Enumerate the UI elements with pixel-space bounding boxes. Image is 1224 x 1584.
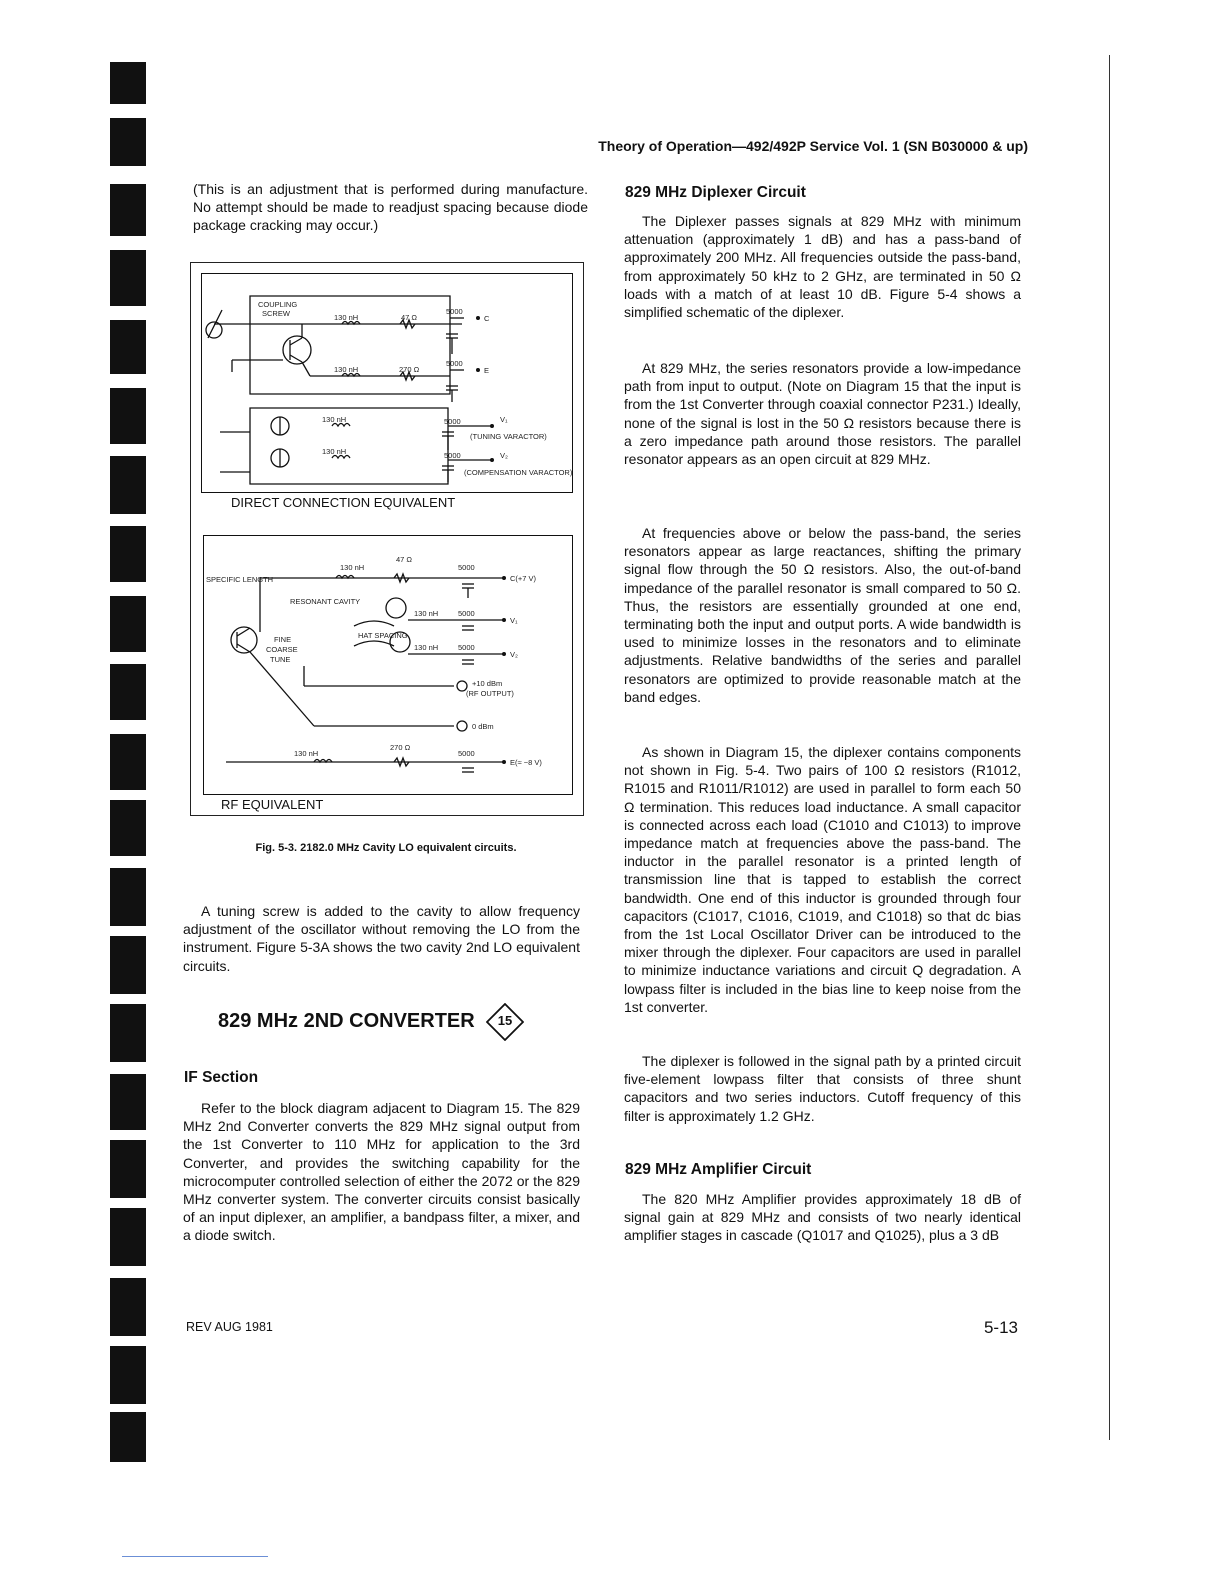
c2-label: 5000 (446, 359, 463, 368)
page-number: 5-13 (983, 1318, 1018, 1337)
n-v1-label: V₁ (510, 616, 518, 625)
panel-b-title: RF EQUIVALENT (221, 797, 324, 812)
l1-label: 130 nH (334, 313, 359, 322)
v1-note: (TUNING VARACTOR) (470, 432, 547, 441)
index-tab (110, 1004, 146, 1062)
c-top-label: 5000 (458, 563, 475, 572)
n-v2-label: V₂ (510, 650, 518, 659)
rf-equivalent-schematic (204, 536, 572, 794)
running-header: Theory of Operation—492/492P Service Vol. 1 (SN B030000 & up) (598, 138, 1028, 154)
hat-spacing-label: HAT SPACING (358, 631, 408, 640)
l4-label: 130 nH (322, 447, 347, 456)
v1-label: V₁ (500, 415, 508, 424)
specific-length-label: SPECIFIC LENGTH (206, 575, 274, 584)
c-bot-label: 5000 (458, 749, 475, 758)
n1-label: C (484, 314, 490, 323)
index-tab (110, 1208, 146, 1266)
v2-note: (COMPENSATION VARACTOR) (464, 468, 572, 477)
c-v1-label: 5000 (458, 609, 475, 618)
coupling-label: COUPLING (258, 300, 298, 309)
n-bot-label: E(≈ −8 V) (510, 758, 542, 767)
c-v2-label: 5000 (458, 643, 475, 652)
amplifier-paragraph: The 820 MHz Amplifier provides approximately 18 dB of signal gain at 829 MHz and consists of two nearly identical amplifier stages in cascade (Q1017 and Q1025), plus a 3 dB (624, 1191, 1021, 1244)
diplexer-paragraph-4: As shown in Diagram 15, the diplexer contains components not shown in Fig. 5-4. Two pairs of 100 Ω resistors (R1012, R1015 and R1011/R1012) are used in parallel to form each 50 Ω termination. This reduces load inductance. A small capacitor is connected across each load (C1010 and C1013) to improve impedance match at frequencies above the pass-band. The inductor in the parallel resonator is a printed length of transmission line that is tapped to establish the correct bandwidth. One end of this inductor is grounded through four capacitors (C1017, C1016, C1019, and C1018) so that dc bias from the 1st Local Oscillator Driver can be introduced to the mixer through the diplexer. Four capacitors are used in parallel to minimize inductance variations and circuit Q degradation. A lowpass filter is included in the bias line to keep noise from the 1st converter. (624, 744, 1021, 1015)
v2-label: V₂ (500, 451, 508, 460)
index-tab (110, 596, 146, 652)
tune-label: TUNE (270, 655, 291, 664)
section-heading: 829 MHz 2ND CONVERTER (218, 1010, 475, 1032)
lowpass-paragraph: The diplexer is followed in the signal path by a printed circuit five-element lowpass filter that consists of three shunt capacitors and two series inductors. Cutoff frequency of this filter is approximately 1.2 GHz. (624, 1053, 1021, 1124)
index-tab (110, 800, 146, 856)
panel-direct-connection (201, 273, 573, 493)
diplexer-paragraph-1: The Diplexer passes signals at 829 MHz with minimum attenuation (approximately 1 dB) and has a pass-band of approximately 200 MHz. All frequencies outside the pass-band, from approximately 50 kHz to 2 GHz, are terminated in 50 Ω loads with a match of at least 10 dB. Figure 5-4 shows a simplified schematic of the diplexer. (624, 213, 1021, 321)
out1-label: +10 dBm (472, 679, 503, 688)
diagram-15-badge (486, 1003, 524, 1041)
index-tab (110, 62, 146, 104)
index-tab (110, 1412, 146, 1462)
l-v2-label: 130 nH (414, 643, 439, 652)
margin-rule (1109, 55, 1110, 1440)
coarse-label: COARSE (266, 645, 298, 654)
screw-label: SCREW (262, 309, 290, 318)
index-tab (110, 526, 146, 582)
out2-label: 0 dBm (472, 722, 494, 731)
fine-label: FINE (274, 635, 292, 644)
index-tab (110, 664, 146, 720)
out1-note: (RF OUTPUT) (466, 689, 514, 698)
index-tab (110, 184, 146, 236)
c4-label: 5000 (444, 451, 461, 460)
panel-rf-equivalent (203, 535, 573, 795)
if-section-heading: IF Section (184, 1069, 259, 1086)
n-top-label: C(+7 V) (510, 574, 537, 583)
index-tab (110, 388, 146, 444)
l-top-label: 130 nH (340, 563, 365, 572)
figure-5-3 (190, 262, 584, 816)
index-tab (110, 868, 146, 926)
direct-connection-schematic (202, 274, 572, 492)
c3-label: 5000 (444, 417, 461, 426)
diplexer-heading: 829 MHz Diplexer Circuit (625, 184, 806, 201)
r2-label: 270 Ω (399, 365, 420, 374)
amplifier-heading: 829 MHz Amplifier Circuit (625, 1161, 812, 1178)
figure-caption: Fig. 5-3. 2182.0 MHz Cavity LO equivalent circuits. (255, 842, 517, 854)
if-paragraph: Refer to the block diagram adjacent to Diagram 15. The 829 MHz 2nd Converter converts the 829 MHz signal output from the 1st Converter to 110 MHz for application to the 3rd Converter, and provides the switching capability for the microcomputer controlled selection of either the 2072 or the 829 MHz converter system. The converter circuits consist basically of an input diplexer, an amplifier, a bandpass filter, a mixer, and a diode switch. (183, 1100, 580, 1244)
l2-label: 130 nH (334, 365, 359, 374)
resonant-cavity-label: RESONANT CAVITY (290, 597, 361, 606)
index-tab (110, 1140, 146, 1198)
diplexer-paragraph-2: At 829 MHz, the series resonators provide a low-impedance path from input to output. (Note on Diagram 15 that the input is from the 1st Converter through coaxial connector P231.) Ideally, none of the signal is lost in the 50 Ω resistors because there is a zero impedance path around those resistors. The parallel resonator appears as an open circuit at 829 MHz. (624, 360, 1021, 468)
index-tab (110, 1074, 146, 1130)
tuning-paragraph: A tuning screw is added to the cavity to allow frequency adjustment of the oscillator without removing the LO from the instrument. Figure 5-3A shows the two cavity 2nd LO equivalent circuits. (183, 903, 580, 974)
index-tab (110, 320, 146, 374)
l3-label: 130 nH (322, 415, 347, 424)
index-tab (110, 456, 146, 514)
panel-a-title: DIRECT CONNECTION EQUIVALENT (231, 495, 456, 510)
index-tab (110, 1346, 146, 1404)
intro-paragraph: (This is an adjustment that is performed during manufacture. No attempt should be made to readjust spacing because diode package cracking may occur.) (193, 181, 588, 234)
index-tab (110, 1278, 146, 1336)
index-tab (110, 936, 146, 994)
l-bot-label: 130 nH (294, 749, 319, 758)
r-bot-label: 270 Ω (390, 743, 411, 752)
r-top-label: 47 Ω (396, 555, 413, 564)
diagram-number: 15 (497, 1013, 513, 1028)
r1-label: 47 Ω (401, 313, 418, 322)
index-tab (110, 250, 146, 306)
index-tab (110, 734, 146, 790)
diplexer-paragraph-3: At frequencies above or below the pass-band, the series resonators appear as large reactances, shifting the primary signal flow through the 50 Ω resistors. Also, the out-of-band impedance of the parallel resonator is small compared to 50 Ω. Thus, the resistors are essentially grounded at one end, terminating both the input and output ports. A wide bandwidth is used to minimize losses in the resonators and to eliminate adjustments. Relative bandwidths of the series and parallel resonators are optimized to provide reasonable match at the band edges. (624, 525, 1021, 705)
revision-date: REV AUG 1981 (186, 1320, 273, 1334)
l-v1-label: 130 nH (414, 609, 439, 618)
index-tab (110, 118, 146, 166)
c1-label: 5000 (446, 307, 463, 316)
scan-edge-line (122, 1556, 268, 1557)
n2-label: E (484, 366, 490, 375)
